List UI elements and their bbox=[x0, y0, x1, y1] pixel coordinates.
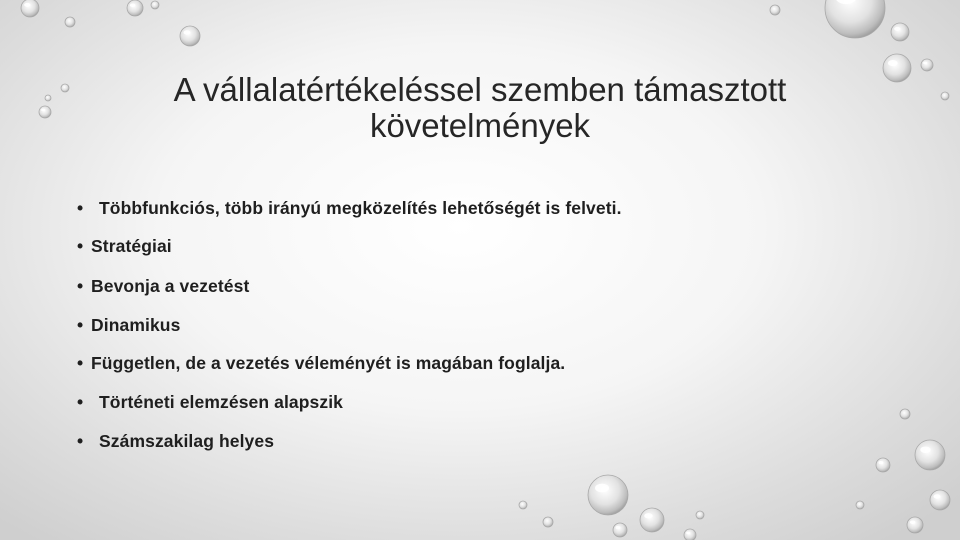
bullet-marker: • bbox=[77, 431, 84, 451]
bullet-marker: • bbox=[77, 236, 84, 256]
slide-title-line-2: követelmények bbox=[369, 107, 591, 144]
bullet-item bbox=[77, 198, 622, 219]
bullet-item bbox=[77, 392, 343, 413]
bullet-text: Stratégiai bbox=[91, 236, 172, 256]
bullet-text: Történeti elemzésen alapszik bbox=[99, 392, 344, 412]
bullet-marker: • bbox=[77, 198, 84, 218]
bullet-text: Független, de a vezetés véleményét is magában foglalja. bbox=[91, 353, 566, 373]
bullet-item bbox=[77, 315, 180, 336]
bullet-text: Dinamikus bbox=[91, 315, 181, 335]
bullet-marker: • bbox=[77, 353, 84, 373]
bullet-marker: • bbox=[77, 392, 84, 412]
bullet-text: Számszakilag helyes bbox=[99, 431, 275, 451]
bullet-text: Bevonja a vezetést bbox=[91, 276, 250, 296]
bullet-text: Többfunkciós, több irányú megközelítés lehetőségét is felveti. bbox=[99, 198, 622, 218]
bullet-marker: • bbox=[77, 276, 84, 296]
bullet-item bbox=[77, 353, 565, 374]
bullet-item bbox=[77, 236, 172, 257]
bullet-item bbox=[77, 431, 274, 452]
bullet-item bbox=[77, 276, 249, 297]
bullet-marker: • bbox=[77, 315, 84, 335]
slide-title-line-1: A vállalatértékeléssel szemben támasztott bbox=[173, 71, 787, 108]
